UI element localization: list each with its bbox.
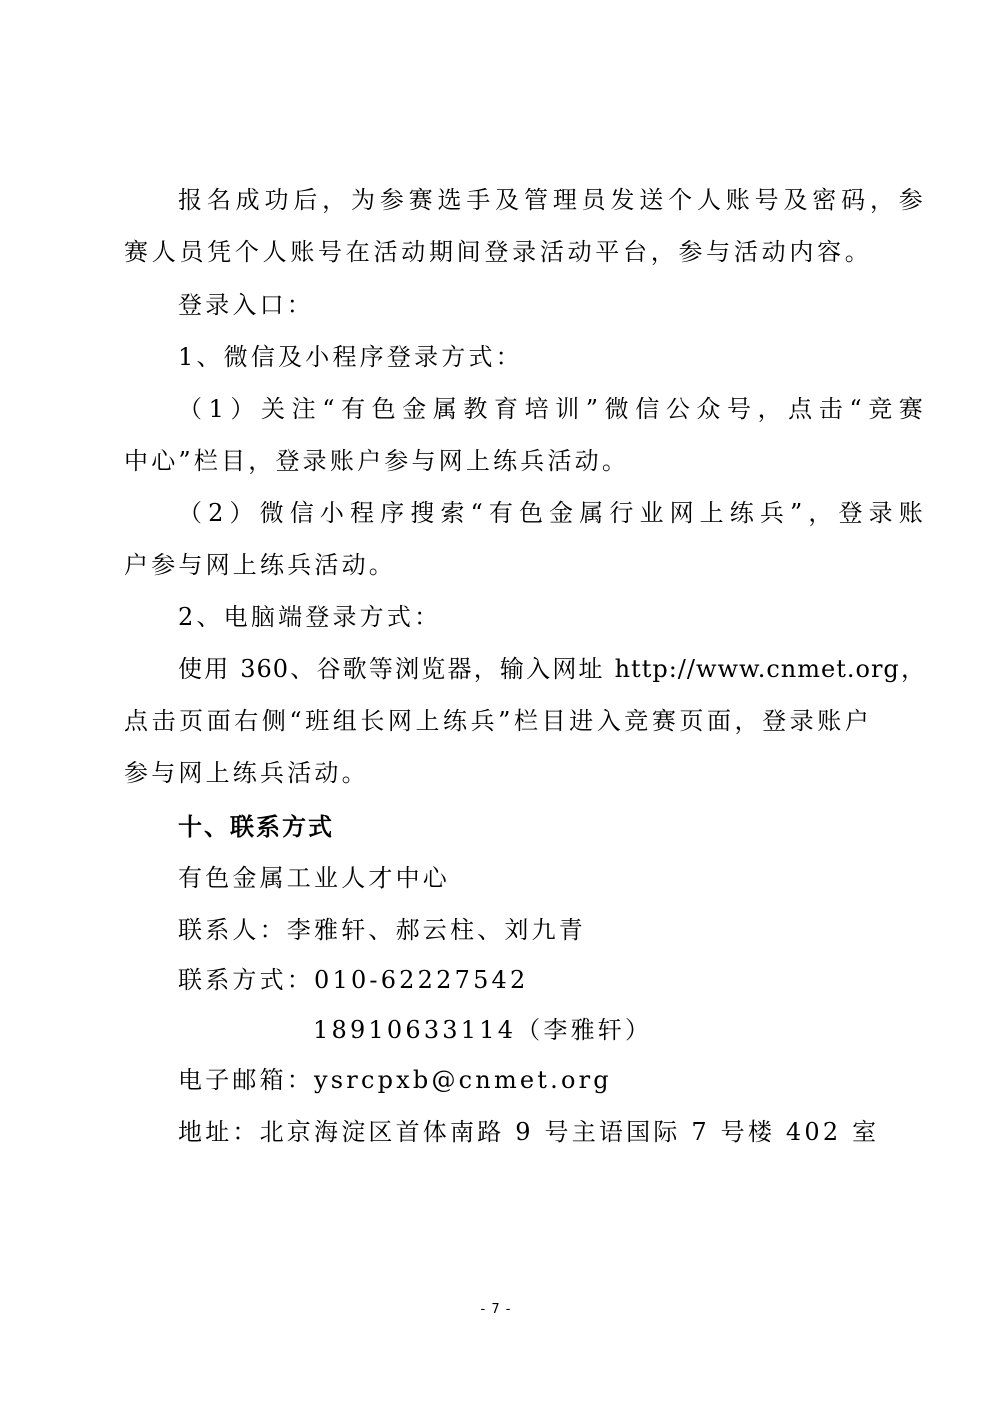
contact-org: 有色金属工业人才中心 <box>178 864 450 892</box>
login-entry-label: 登录入口： <box>178 291 314 319</box>
paragraph-line: 报名成功后，为参赛选手及管理员发送个人账号及密码，参 <box>178 186 926 214</box>
contact-phone-secondary: 18910633114（李雅轩） <box>313 1016 653 1044</box>
contact-email: 电子邮箱：ysrcpxb@cnmet.org <box>178 1066 612 1094</box>
pc-method-title: 2、电脑端登录方式： <box>178 603 442 631</box>
paragraph-line: 中心”栏目，登录账户参与网上练兵活动。 <box>124 447 630 475</box>
page-number: - 7 - <box>480 1302 512 1317</box>
wechat-method-title: 1、微信及小程序登录方式： <box>178 343 523 371</box>
contact-address: 地址：北京海淀区首体南路 9 号主语国际 7 号楼 402 室 <box>178 1118 880 1146</box>
paragraph-line: （2）微信小程序搜索“有色金属行业网上练兵”，登录账 <box>178 499 926 527</box>
paragraph-line: 赛人员凭个人账号在活动期间登录活动平台，参与活动内容。 <box>124 238 872 266</box>
paragraph-line: 点击页面右侧“班组长网上练兵”栏目进入竞赛页面，登录账户 <box>124 707 872 735</box>
contact-phone: 联系方式：010-62227542 <box>178 966 529 994</box>
paragraph-line: 参与网上练兵活动。 <box>124 759 369 787</box>
section-heading: 十、联系方式 <box>178 813 334 841</box>
paragraph-line: 使用 360、谷歌等浏览器，输入网址 http://www.cnmet.org， <box>178 655 926 683</box>
paragraph-line: 户参与网上练兵活动。 <box>124 551 396 579</box>
paragraph-line: （1）关注“有色金属教育培训”微信公众号，点击“竞赛 <box>178 395 926 423</box>
contact-people: 联系人：李雅轩、郝云柱、刘九青 <box>178 916 586 944</box>
